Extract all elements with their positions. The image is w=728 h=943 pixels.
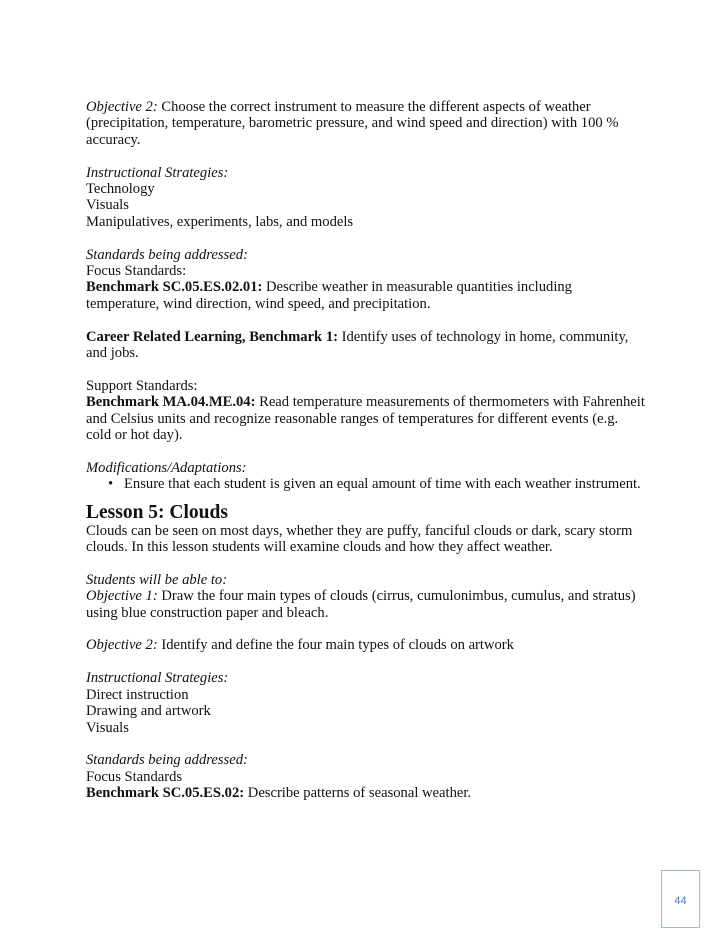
strategy-item: Technology — [86, 181, 155, 198]
objective-1-label: Objective 1: — [86, 588, 158, 605]
lesson-5-objective-2 — [86, 637, 646, 653]
benchmark-sc-05-es-02-01 — [86, 279, 646, 312]
benchmark-code: Benchmark SC.05.ES.02.01: — [86, 279, 263, 296]
benchmark-text: Describe weather in measurable quantities including temperature, wind direction, wind speed, and precipitation. — [86, 279, 572, 312]
focus-standards-label: Focus Standards — [86, 768, 183, 785]
objective-2-label: Objective 2: — [86, 637, 158, 654]
benchmark-code: Benchmark MA.04.ME.04: — [86, 394, 256, 411]
strategy-item: Visuals — [86, 719, 129, 736]
strategies-heading: Instructional Strategies: — [86, 670, 229, 687]
career-text: Identify uses of technology in home, community, and jobs. — [86, 328, 629, 362]
strategies-heading: Instructional Strategies: — [86, 164, 229, 181]
lesson-5-intro: Clouds can be seen on most days, whether they are puffy, fanciful clouds or dark, scary storm clouds. In this lesson students will examine clouds and how they affect weather. — [86, 522, 633, 556]
benchmark-text: Describe patterns of seasonal weather. — [244, 785, 472, 802]
list-item-text: Ensure that each student is given an equal amount of time with each weather instrument. — [124, 476, 641, 493]
standards-heading: Standards being addressed: — [86, 752, 248, 769]
benchmark-sc-05-es-02 — [86, 785, 646, 801]
list-item — [108, 476, 646, 492]
support-standards-label: Support Standards: — [86, 377, 198, 394]
lesson-5-objective-1 — [86, 588, 646, 621]
career-benchmark — [86, 329, 646, 362]
page-number: 44 — [674, 895, 687, 907]
lesson-5-title: Lesson 5: Clouds — [86, 501, 228, 523]
students-able-heading: Students will be able to: — [86, 571, 228, 588]
benchmark-text: Read temperature measurements of thermometers with Fahrenheit and Celsius units and recognize reasonable ranges of temperatures for different events (e.g. cold or hot day). — [86, 394, 645, 444]
strategy-item: Drawing and artwork — [86, 703, 211, 720]
strategy-item: Visuals — [86, 197, 129, 214]
strategy-item: Manipulatives, experiments, labs, and models — [86, 213, 354, 230]
objective-2-label: Objective 2: — [86, 99, 158, 115]
focus-standards-label: Focus Standards: — [86, 263, 187, 280]
objective-2-paragraph — [86, 99, 646, 148]
objective-1-text: Draw the four main types of clouds (cirrus, cumulonimbus, cumulus, and stratus) using blue construction paper and bleach. — [86, 588, 636, 621]
benchmark-code: Benchmark SC.05.ES.02: — [86, 785, 245, 802]
document-body — [86, 99, 646, 802]
standards-heading: Standards being addressed: — [86, 246, 248, 263]
strategy-item: Direct instruction — [86, 686, 189, 703]
objective-2-text: Identify and define the four main types of clouds on artwork — [157, 637, 514, 654]
benchmark-ma-04-me-04 — [86, 394, 646, 443]
modifications-heading: Modifications/Adaptations: — [86, 459, 247, 476]
objective-2-text: Choose the correct instrument to measure the different aspects of weather (precipitation, temperature, barometric pressure, and wind speed and direction) with 100 % accuracy. — [86, 99, 619, 148]
career-code: Career Related Learning, Benchmark 1: — [86, 328, 338, 345]
modifications-list — [86, 476, 646, 492]
bullet-icon: • — [108, 476, 114, 493]
page-number-box — [661, 870, 700, 928]
